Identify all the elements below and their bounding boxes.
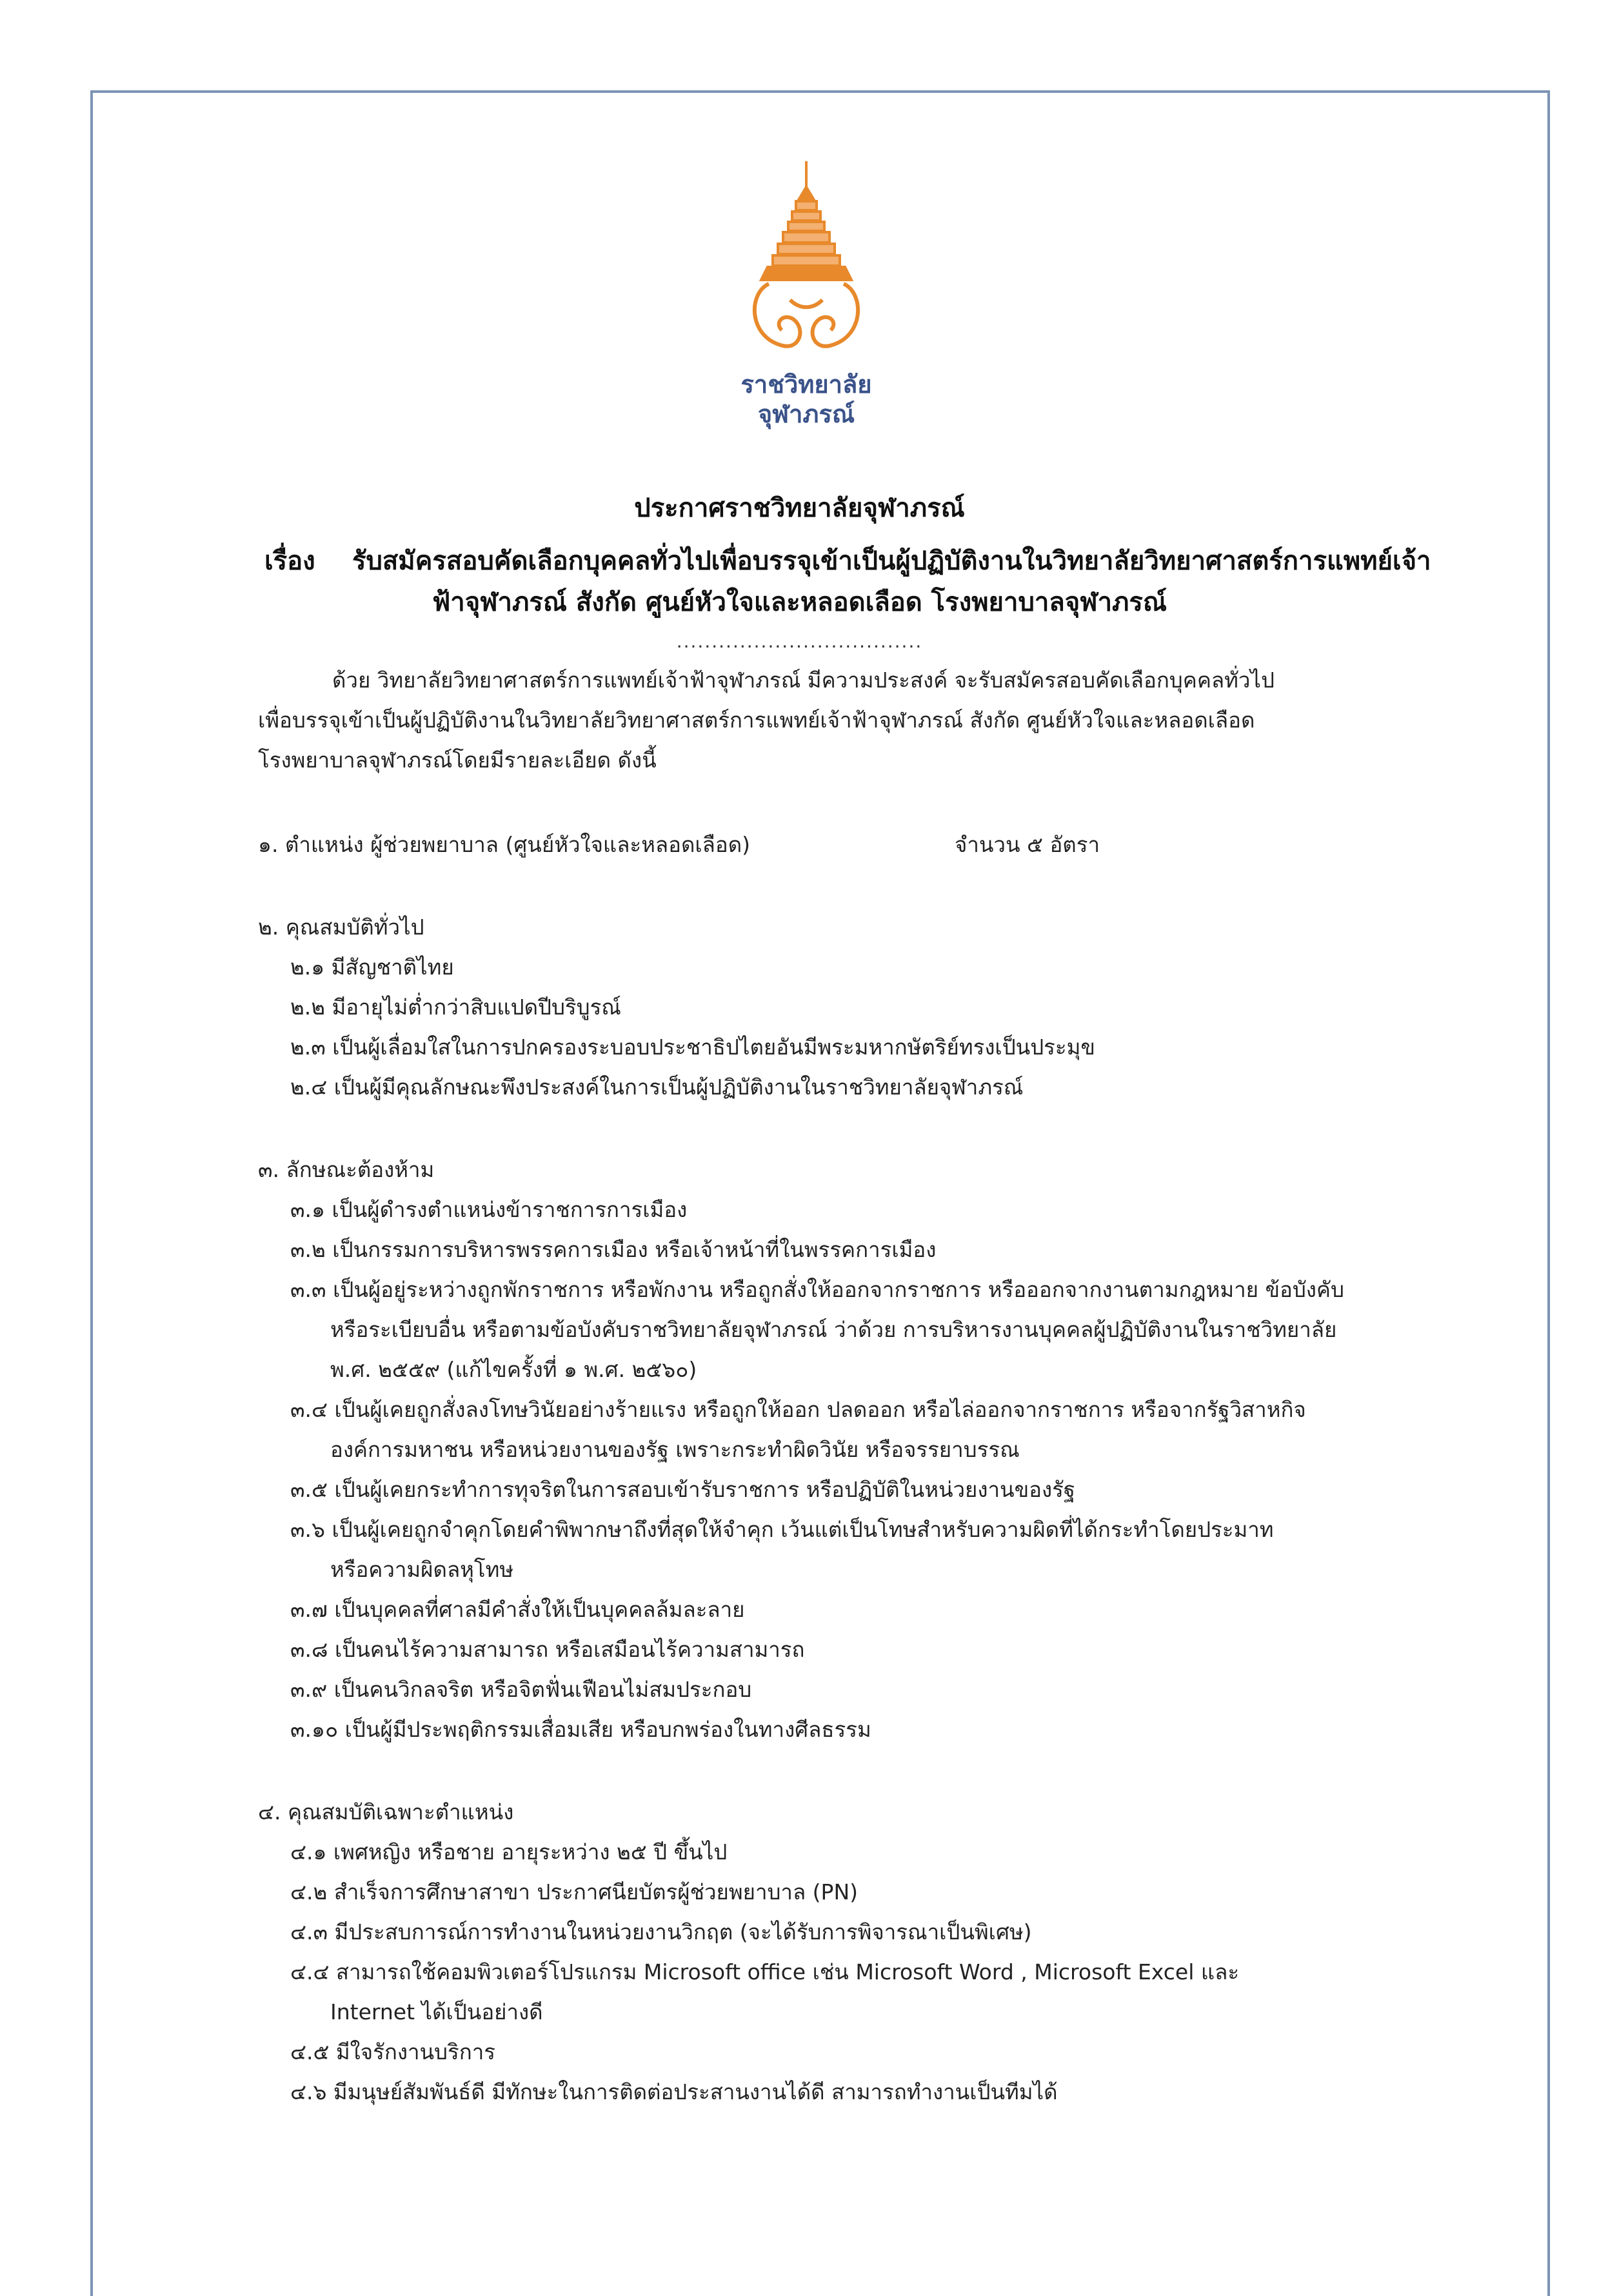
section-4-item: ๔.๓ มีประสบการณ์การทำงานในหน่วยงานวิกฤต (จะได้รับการพิจารณาเป็นพิเศษ) [290, 1919, 1032, 1945]
section-3-item: ๓.๔ เป็นผู้เคยถูกสั่งลงโทษวินัยอย่างร้ายแรง หรือถูกให้ออก ปลดออก หรือไล่ออกจากราชการ หรือจากรัฐวิสาหกิจ [290, 1397, 1306, 1422]
section-2-item: ๒.๑ มีสัญชาติไทย [290, 955, 454, 980]
section-4-item: ๔.๔ สามารถใช้คอมพิวเตอร์โปรแกรม Microsoft office เช่น Microsoft Word , Microsoft Excel และ [290, 1959, 1240, 1984]
announcement-title: ประกาศราชวิทยาลัยจุฬาภรณ์ [634, 493, 965, 523]
section-3-item-cont: หรือความผิดลหุโทษ [330, 1557, 514, 1582]
section-2-item: ๒.๓ เป็นผู้เลื่อมใสในการปกครองระบอบประชาธิปไตยอันมีพระมหากษัตริย์ทรงเป็นประมุข [290, 1034, 1095, 1060]
section-4-item: ๔.๖ มีมนุษย์สัมพันธ์ดี มีทักษะในการติดต่อประสานงานได้ดี สามารถทำงานเป็นทีมได้ [290, 2079, 1058, 2104]
logo-name-line2: จุฬาภรณ์ [757, 400, 855, 428]
section-3-item: ๓.๗ เป็นบุคคลที่ศาลมีคำสั่งให้เป็นบุคคลล้มละลาย [290, 1597, 745, 1622]
logo-name-line1: ราชวิทยาลัย [740, 370, 872, 399]
subject-line-1: รับสมัครสอบคัดเลือกบุคคลทั่วไปเพื่อบรรจุเข้าเป็นผู้ปฏิบัติงานในวิทยาลัยวิทยาศาสตร์การแพทย์เจ้า [352, 546, 1431, 576]
section-4-heading: ๔. คุณสมบัติเฉพาะตำแหน่ง [258, 1799, 514, 1825]
section-3-item: ๓.๓ เป็นผู้อยู่ระหว่างถูกพักราชการ หรือพักงาน หรือถูกสั่งให้ออกจากราชการ หรือออกจากงานตามกฎหมาย ข้อบังคับ [290, 1277, 1344, 1302]
intro-line-1: ด้วย วิทยาลัยวิทยาศาสตร์การแพทย์เจ้าฟ้าจุฬาภรณ์ มีความประสงค์ จะรับสมัครสอบคัดเลือกบุคคลทั่วไป [332, 668, 1275, 693]
intro-line-2: เพื่อบรรจุเข้าเป็นผู้ปฏิบัติงานในวิทยาลัยวิทยาศาสตร์การแพทย์เจ้าฟ้าจุฬาภรณ์ สังกัด ศูนย์หัวใจและหลอดเลือด [258, 708, 1255, 733]
section-3-item: ๓.๘ เป็นคนไร้ความสามารถ หรือเสมือนไร้ความสามารถ [290, 1637, 805, 1662]
section-4-item: ๔.๒ สำเร็จการศึกษาสาขา ประกาศนียบัตรผู้ช่วยพยาบาล (PN) [290, 1879, 859, 1905]
section-3-item: ๓.๖ เป็นผู้เคยถูกจำคุกโดยคำพิพากษาถึงที่สุดให้จำคุก เว้นแต่เป็นโทษสำหรับความผิดที่ได้กระทำโดยประมาท [290, 1517, 1274, 1542]
section-3-item-cont: พ.ศ. ๒๕๕๙ (แก้ไขครั้งที่ ๑ พ.ศ. ๒๕๖๐) [330, 1357, 697, 1382]
section-3-item-cont: หรือระเบียบอื่น หรือตามข้อบังคับราชวิทยาลัยจุฬาภรณ์ ว่าด้วย การบริหารงานบุคคลผู้ปฏิบัติงานในราชวิทยาลัย [330, 1317, 1337, 1342]
section-4-item: ๔.๑ เพศหญิง หรือชาย อายุระหว่าง ๒๕ ปี ขึ้นไป [290, 1839, 728, 1865]
section-3-item: ๓.๑ เป็นผู้ดำรงตำแหน่งข้าราชการการเมือง [290, 1197, 688, 1222]
section-4-item: ๔.๕ มีใจรักงานบริการ [290, 2039, 495, 2064]
section-2-item: ๒.๒ มีอายุไม่ต่ำกว่าสิบแปดปีบริบูรณ์ [290, 995, 621, 1020]
section-3-item: ๓.๕ เป็นผู้เคยกระทำการทุจริตในการสอบเข้ารับราชการ หรือปฏิบัติในหน่วยงานของรัฐ [290, 1477, 1076, 1502]
intro-line-3: โรงพยาบาลจุฬาภรณ์โดยมีรายละเอียด ดังนี้ [258, 747, 657, 773]
section-2-heading: ๒. คุณสมบัติทั่วไป [258, 915, 424, 940]
title-separator: ................................... [676, 631, 923, 652]
section-3-item-cont: องค์การมหาชน หรือหน่วยงานของรัฐ เพราะกระทำผิดวินัย หรือจรรยาบรรณ [330, 1437, 1020, 1462]
section-3-item: ๓.๑๐ เป็นผู้มีประพฤติกรรมเสื่อมเสีย หรือบกพร่องในทางศีลธรรม [290, 1717, 871, 1742]
position-count: จำนวน ๕ อัตรา [955, 832, 1100, 857]
section-2-item: ๒.๔ เป็นผู้มีคุณลักษณะพึงประสงค์ในการเป็นผู้ปฏิบัติงานในราชวิทยาลัยจุฬาภรณ์ [290, 1074, 1024, 1100]
section-4-item-cont: Internet ได้เป็นอย่างดี [330, 1999, 543, 2024]
position-label: ๑. ตำแหน่ง ผู้ช่วยพยาบาล (ศูนย์หัวใจและหลอดเลือด) [258, 832, 750, 857]
section-3-item: ๓.๙ เป็นคนวิกลจริต หรือจิตฟั่นเฟือนไม่สมประกอบ [290, 1677, 752, 1702]
section-3-heading: ๓. ลักษณะต้องห้าม [258, 1157, 435, 1182]
section-3-item: ๓.๒ เป็นกรรมการบริหารพรรคการเมือง หรือเจ้าหน้าที่ในพรรคการเมือง [290, 1237, 937, 1262]
subject-line-2: ฟ้าจุฬาภรณ์ สังกัด ศูนย์หัวใจและหลอดเลือด โรงพยาบาลจุฬาภรณ์ [432, 588, 1167, 617]
subject-label: เรื่อง [264, 546, 315, 576]
